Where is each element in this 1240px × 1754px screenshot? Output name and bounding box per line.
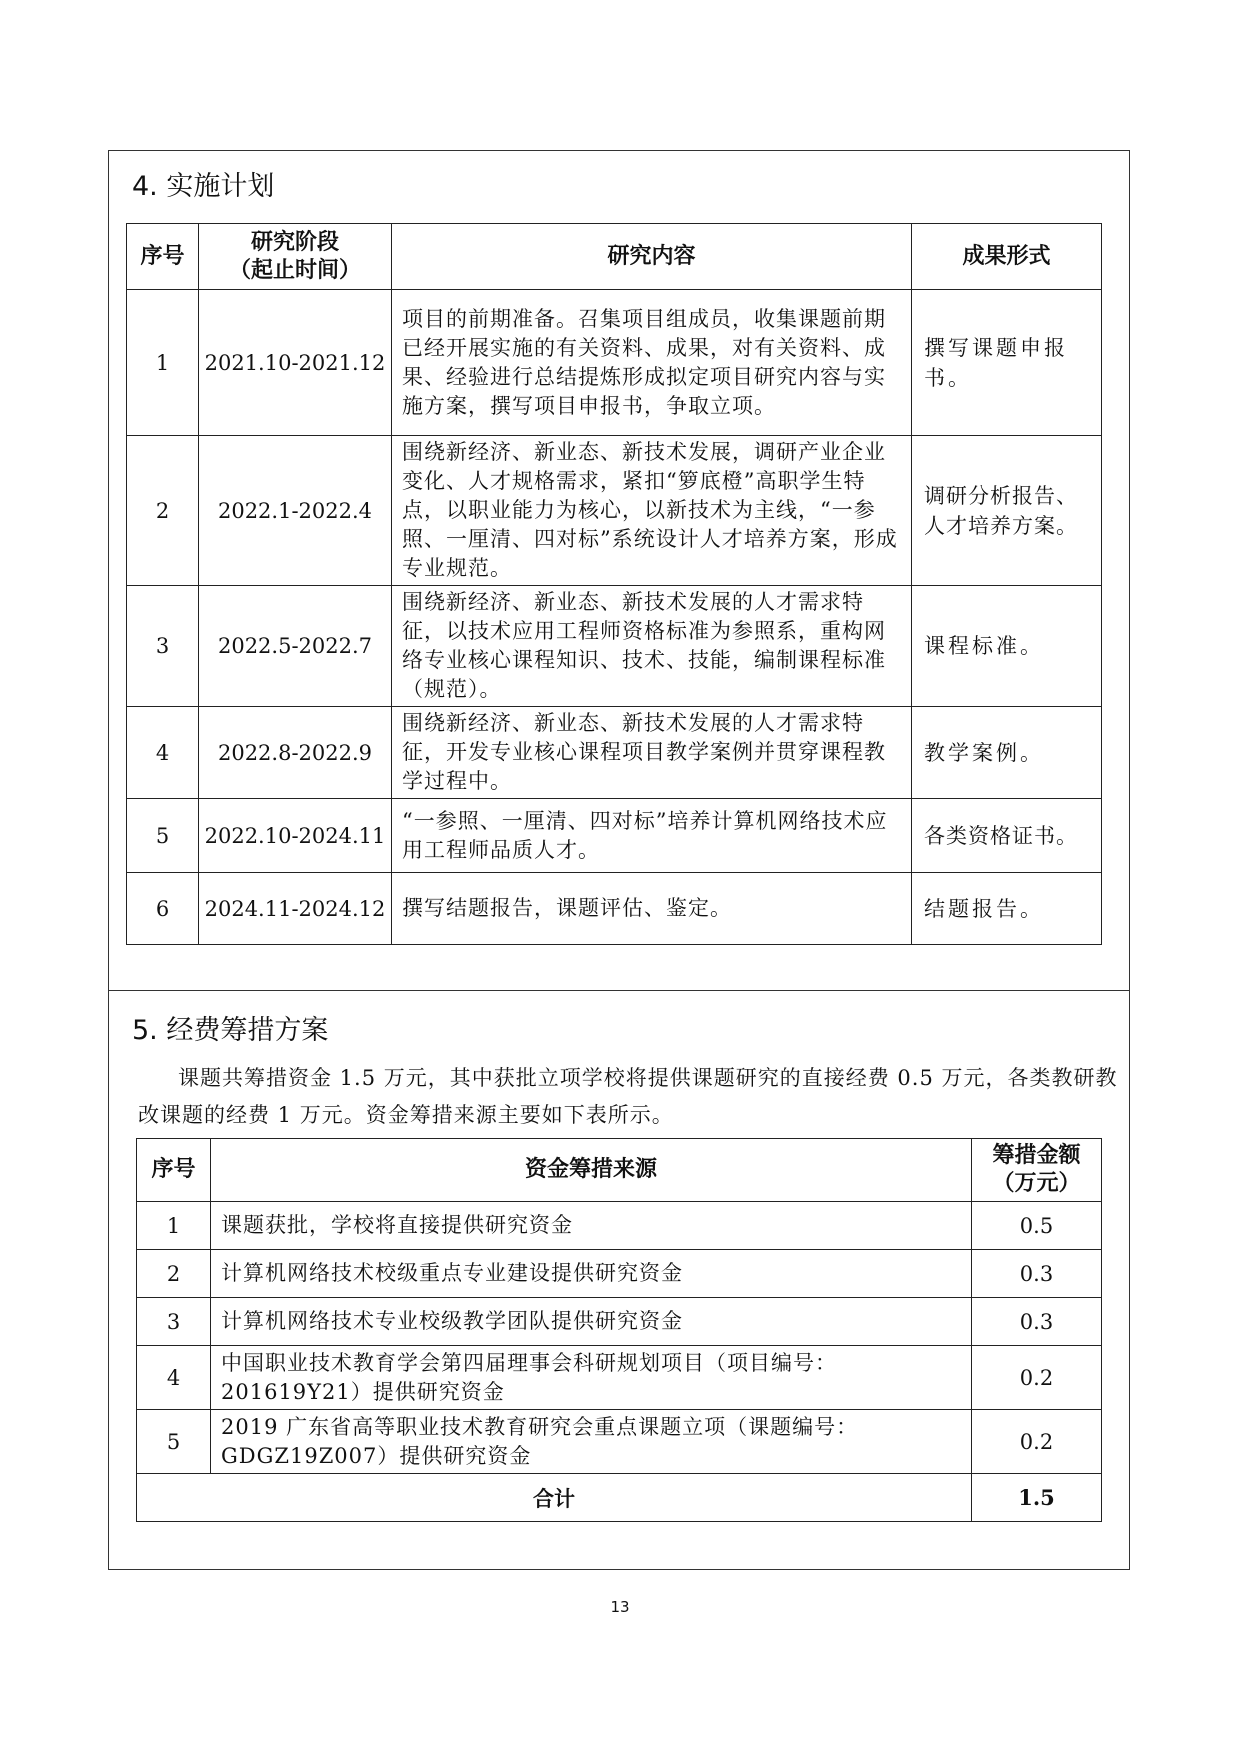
header-amount-line2: （万元） xyxy=(992,1171,1081,1196)
row-period: 2024.11-2024.12 xyxy=(199,873,392,945)
table-header-row xyxy=(127,224,1102,290)
total-value: 1.5 xyxy=(972,1474,1102,1522)
funding-table xyxy=(136,1138,1102,1522)
row-seq: 3 xyxy=(127,586,199,707)
table-row xyxy=(137,1250,1102,1298)
row-content: 围绕新经济、新业态、新技术发展的人才需求特征，开发专业核心课程项目教学案例并贯穿课程教学过程中。 xyxy=(392,707,912,799)
table-row xyxy=(137,1346,1102,1410)
funding-paragraph xyxy=(138,1060,1128,1134)
row-source: 计算机网络技术专业校级教学团队提供研究资金 xyxy=(211,1298,972,1346)
row-period: 2021.10-2021.12 xyxy=(199,290,392,436)
header-source: 资金筹措来源 xyxy=(211,1139,972,1202)
header-seq: 序号 xyxy=(127,224,199,290)
row-seq: 6 xyxy=(127,873,199,945)
header-amount xyxy=(972,1139,1102,1202)
section5-title: 5. 经费筹措方案 xyxy=(132,1015,329,1046)
implementation-plan-table xyxy=(126,223,1102,945)
row-amount: 0.3 xyxy=(972,1298,1102,1346)
row-result: 调研分析报告、人才培养方案。 xyxy=(912,436,1102,586)
header-stage xyxy=(199,224,392,290)
row-seq: 4 xyxy=(127,707,199,799)
row-period: 2022.8-2022.9 xyxy=(199,707,392,799)
row-seq: 2 xyxy=(137,1250,211,1298)
table-row xyxy=(127,799,1102,873)
table-row xyxy=(127,290,1102,436)
table-row xyxy=(137,1202,1102,1250)
row-content: 围绕新经济、新业态、新技术发展，调研产业企业变化、人才规格需求，紧扣“箩底橙”高职学生特点，以职业能力为核心，以新技术为主线，“一参照、一厘清、四对标”系统设计人才培养方案，形成专业规范。 xyxy=(392,436,912,586)
header-seq: 序号 xyxy=(137,1139,211,1202)
table-row xyxy=(127,586,1102,707)
row-seq: 5 xyxy=(127,799,199,873)
section-divider xyxy=(108,990,1130,991)
table-row xyxy=(137,1298,1102,1346)
row-result: 课程标准。 xyxy=(912,586,1102,707)
row-content: “一参照、一厘清、四对标”培养计算机网络技术应用工程师品质人才。 xyxy=(392,799,912,873)
table-row xyxy=(127,873,1102,945)
row-result: 结题报告。 xyxy=(912,873,1102,945)
row-amount: 0.3 xyxy=(972,1250,1102,1298)
table-header-row xyxy=(137,1139,1102,1202)
row-amount: 0.5 xyxy=(972,1202,1102,1250)
row-amount: 0.2 xyxy=(972,1346,1102,1410)
row-result: 教学案例。 xyxy=(912,707,1102,799)
table-row xyxy=(127,707,1102,799)
row-result: 各类资格证书。 xyxy=(912,799,1102,873)
row-amount: 0.2 xyxy=(972,1410,1102,1474)
row-seq: 4 xyxy=(137,1346,211,1410)
row-seq: 1 xyxy=(127,290,199,436)
row-content: 项目的前期准备。召集项目组成员，收集课题前期已经开展实施的有关资料、成果，对有关资料、成果、经验进行总结提炼形成拟定项目研究内容与实施方案，撰写项目申报书，争取立项。 xyxy=(392,290,912,436)
row-seq: 1 xyxy=(137,1202,211,1250)
row-period: 2022.10-2024.11 xyxy=(199,799,392,873)
header-stage-line1: 研究阶段 xyxy=(250,229,339,255)
row-source: 2019 广东省高等职业技术教育研究会重点课题立项（课题编号：GDGZ19Z007）提供研究资金 xyxy=(211,1410,972,1474)
row-result: 撰写课题申报书。 xyxy=(912,290,1102,436)
total-label: 合计 xyxy=(137,1474,972,1522)
header-stage-line2: （起止时间） xyxy=(228,257,361,283)
row-seq: 5 xyxy=(137,1410,211,1474)
header-content: 研究内容 xyxy=(392,224,912,290)
funding-paragraph-text: 课题共筹措资金 1.5 万元，其中获批立项学校将提供课题研究的直接经费 0.5 万元，各类教研教改课题的经费 1 万元。资金筹措来源主要如下表所示。 xyxy=(138,1066,1118,1127)
row-source: 中国职业技术教育学会第四届理事会科研规划项目（项目编号：201619Y21）提供研究资金 xyxy=(211,1346,972,1410)
row-content: 撰写结题报告，课题评估、鉴定。 xyxy=(392,873,912,945)
header-amount-line1: 筹措金额 xyxy=(992,1143,1081,1168)
page-number: 13 xyxy=(610,1598,630,1616)
table-row xyxy=(127,436,1102,586)
row-source: 计算机网络技术校级重点专业建设提供研究资金 xyxy=(211,1250,972,1298)
row-period: 2022.1-2022.4 xyxy=(199,436,392,586)
row-content: 围绕新经济、新业态、新技术发展的人才需求特征，以技术应用工程师资格标准为参照系，重构网络专业核心课程知识、技术、技能，编制课程标准（规范）。 xyxy=(392,586,912,707)
row-seq: 2 xyxy=(127,436,199,586)
total-row xyxy=(137,1474,1102,1522)
table-row xyxy=(137,1410,1102,1474)
section4-title: 4. 实施计划 xyxy=(132,171,275,202)
row-seq: 3 xyxy=(137,1298,211,1346)
row-source: 课题获批，学校将直接提供研究资金 xyxy=(211,1202,972,1250)
header-result: 成果形式 xyxy=(912,224,1102,290)
row-period: 2022.5-2022.7 xyxy=(199,586,392,707)
